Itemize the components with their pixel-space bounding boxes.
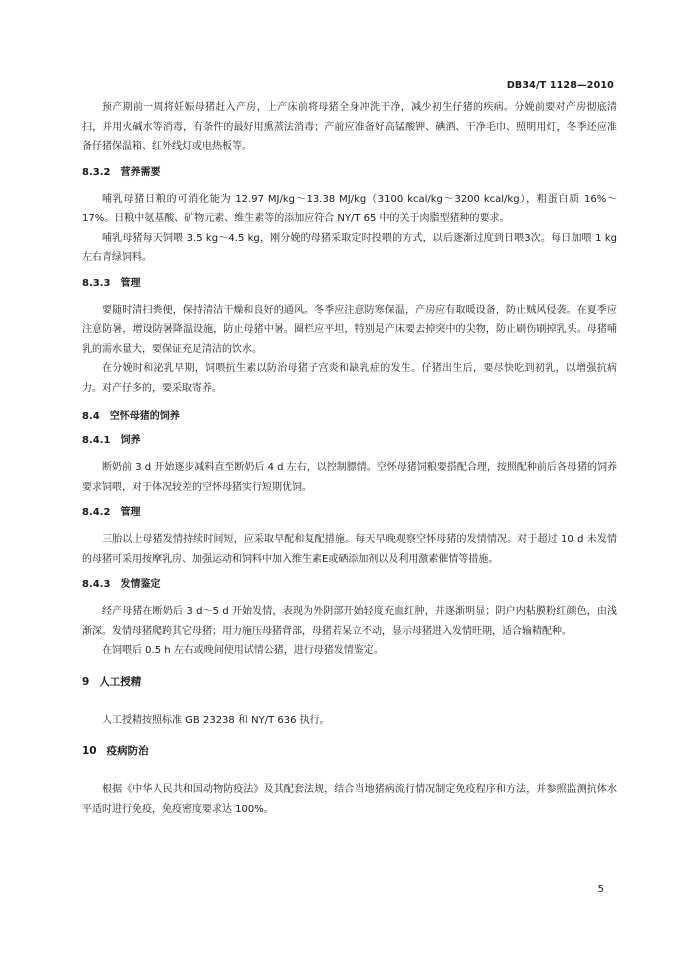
section-number: 8.4.1 — [82, 435, 111, 446]
section-title: 发情鉴定 — [120, 579, 161, 590]
section-heading-8-4-3 — [82, 578, 617, 592]
section-number: 10 — [82, 745, 97, 757]
paragraph: 哺乳母猪日粮的可消化能为 12.97 MJ/kg～13.38 MJ/kg（3100 kcal/kg～3200 kcal/kg），粗蛋白质 16%～17%。日粮中氨基酸、矿物元素、维生素等的添加应符合 NY/T 65 中的关于肉脂型猪种的要求。 — [82, 193, 617, 224]
paragraph: 哺乳母猪每天饲喂 3.5 kg～4.5 kg，刚分娩的母猪采取定时投喂的方式，以后逐渐过度到日喂3次。每日加喂 1 kg 左右青绿饲料。 — [82, 232, 617, 263]
section-heading-8-3-2 — [82, 166, 617, 180]
section-number: 8.3.2 — [82, 166, 111, 178]
section-title: 营养需要 — [120, 166, 161, 178]
section-heading-8-4-2 — [82, 506, 617, 520]
section-title: 空怀母猪的饲养 — [109, 411, 180, 422]
section-title: 疫病防治 — [106, 745, 149, 757]
section-heading-10 — [82, 744, 617, 758]
section-title: 管理 — [120, 277, 141, 289]
section-number: 8.4 — [82, 411, 100, 422]
paragraph: 三胎以上母猪发情持续时间短，应采取早配和复配措施。每天早晚观察空怀母猪的发情情况。对于超过 10 d 未发情的母猪可采用按摩乳房、加强运动和饲料中加入维生素E或硒添加剂以及利用激素催情等措施。 — [82, 534, 617, 565]
section-number: 8.4.2 — [82, 507, 111, 518]
section-title: 管理 — [120, 507, 141, 518]
section-heading-8-4-1 — [82, 434, 617, 448]
section-number: 8.3.3 — [82, 277, 111, 289]
section-number: 8.4.3 — [82, 579, 111, 590]
standard-code: DB34/T 1128—2010 — [506, 80, 614, 91]
paragraph: 断奶前 3 d 开始逐步减料直至断奶后 4 d 左右，以控制膘情。空怀母猪饲粮要搭配合理，按照配种前后各母猪的饲养要求饲喂，对于体况较差的空怀母猪实行短期优饲。 — [82, 462, 617, 493]
page-content — [82, 98, 617, 819]
section-heading-8-4 — [82, 410, 617, 424]
paragraph: 人工授精按照标准 GB 23238 和 NY/T 636 执行。 — [102, 714, 330, 726]
paragraph: 在分娩时和泌乳早期，饲喂抗生素以防治母猪子宫炎和缺乳症的发生。仔猪出生后，要尽快吃到初乳，以增强抗病力。对产仔多的，要采取寄养。 — [82, 363, 617, 394]
section-heading-9 — [82, 675, 617, 689]
section-title: 人工授精 — [99, 675, 142, 688]
paragraph: 经产母猪在断奶后 3 d～5 d 开始发情，表现为外阴部开始轻度充血红肿，并逐渐明显；阴户内粘膜粉红颜色，由浅渐深。发情母猪爬跨其它母猪；用力施压母猪背部，母猪若呆立不动，显示母猪进入发情旺期，适合输精配种。 — [82, 606, 617, 637]
paragraph: 在饲喂后 0.5 h 左右或晚间使用试情公猪，进行母猪发情鉴定。 — [102, 645, 384, 656]
paragraph: 要随时清扫粪便，保持清洁干燥和良好的通风。冬季应注意防寒保温，产房应有取暖设备，防止贼风侵袭。在夏季应注意防暑，增设防暑降温设施，防止母猪中暑。圈栏应平坦，特别是产床要去掉突中的尖物，防止刷伤刷掉乳头。母猪哺乳的需水量大，要保证充足清洁的饮水。 — [82, 304, 617, 355]
section-heading-8-3-3 — [82, 277, 617, 291]
paragraph: 根据《中华人民共和国动物防疫法》及其配套法规，结合当地猪病流行情况制定免疫程序和方法，并参照监测抗体水平适时进行免疫，免疫密度要求达 100%。 — [82, 784, 617, 815]
page-number: 5 — [597, 884, 604, 895]
section-number: 9 — [82, 675, 90, 688]
section-title: 饲养 — [120, 435, 141, 446]
paragraph: 预产期前一周将妊娠母猪赶入产房，上产床前将母猪全身冲洗干净，减少初生仔猪的疾病。分娩前要对产房彻底清扫，并用火碱水等消毒，有条件的最好用熏蒸法消毒；产前应准备好高锰酸钾、碘酒、干净毛巾、照明用灯，冬季还应准备仔猪保温箱、红外线灯或电热板等。 — [82, 102, 617, 152]
